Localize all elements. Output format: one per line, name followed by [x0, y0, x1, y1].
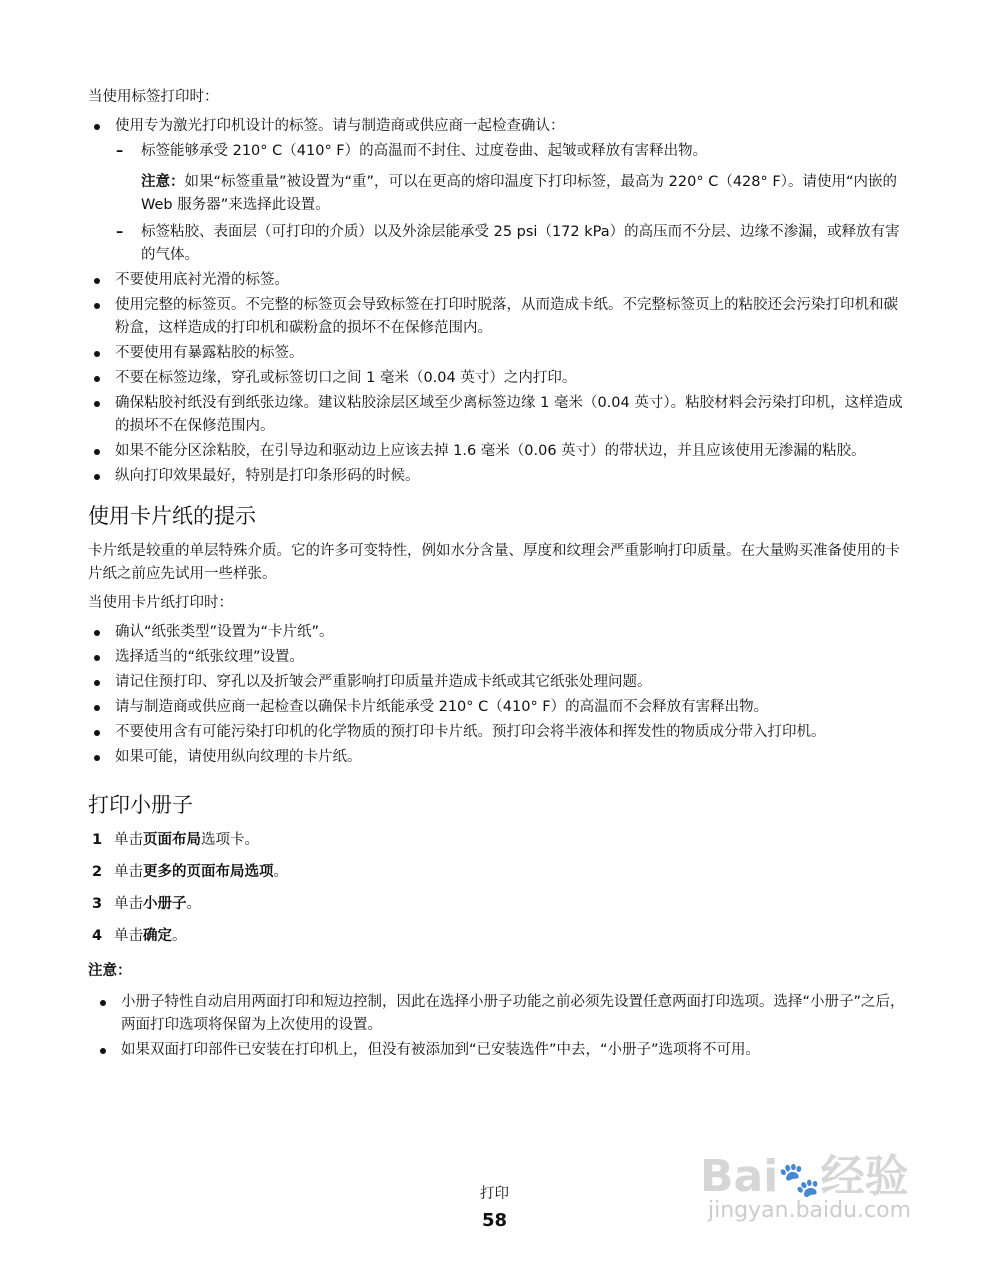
document-page [88, 86, 908, 1064]
list-item: 小册子特性自动启用两面打印和短边控制，因此在选择小册子功能之前必须先设置任意两面打印选项。选择“小册子”之后，两面打印选项将保留为上次使用的设置。 [88, 991, 908, 1037]
list-item: 不要使用有暴露粘胶的标签。 [88, 342, 908, 365]
watermark-logo: Bai🐾经验 [700, 1151, 909, 1202]
dash-text: 标签能够承受 210° C（410° F）的高温而不封住、过度卷曲、起皱或释放有害释出物。 [141, 143, 708, 159]
dash-item [88, 140, 908, 163]
cardstock-heading: 使用卡片纸的提示 [88, 504, 256, 528]
note-label: 注意： [141, 174, 185, 190]
booklet-steps [88, 829, 908, 948]
dash-icon: – [116, 143, 124, 159]
cardstock-intro: 当使用卡片纸打印时： [88, 595, 233, 611]
list-item: 纵向打印效果最好，特别是打印条形码的时候。 [88, 465, 908, 488]
step-text: 单击小册子。 [114, 896, 201, 912]
step-text: 单击页面布局选项卡。 [114, 832, 259, 848]
step-number: 1 [92, 832, 103, 848]
list-item: 请记住预打印、穿孔以及折皱会严重影响打印质量并造成卡纸或其它纸张处理问题。 [88, 671, 908, 694]
list-item: 如果双面打印部件已安装在打印机上，但没有被添加到“已安装选件”中去，“小册子”选项将不可用。 [88, 1039, 908, 1062]
list-item: 使用完整的标签页。不完整的标签页会导致标签在打印时脱落，从而造成卡纸。不完整标签页上的粘胶还会污染打印机和碳粉盒，这样造成的打印机和碳粉盒的损坏不在保修范围内。 [88, 294, 908, 340]
step-number: 4 [92, 928, 103, 944]
list-item: 确保粘胶衬纸没有到纸张边缘。建议粘胶涂层区域至少离标签边缘 1 毫米（0.04 英寸）。粘胶材料会污染打印机，这样造成的损坏不在保修范围内。 [88, 392, 908, 438]
dash-text: 标签粘胶、表面层（可打印的介质）以及外涂层能承受 25 psi（172 kPa）的高压而不分层、边缘不渗漏，或释放有害的气体。 [141, 224, 900, 263]
dash-icon: – [116, 224, 124, 240]
list-item: 选择适当的“纸张纹理”设置。 [88, 646, 908, 669]
list-item: 请与制造商或供应商一起检查以确保卡片纸能承受 210° C（410° F）的高温而不会释放有害释出物。 [88, 696, 908, 719]
step-text: 单击更多的页面布局选项。 [114, 864, 288, 880]
step [88, 893, 908, 916]
step [88, 861, 908, 884]
step [88, 925, 908, 948]
labels-intro: 当使用标签打印时： [88, 89, 219, 105]
bullet-text: 使用专为激光打印机设计的标签。请与制造商或供应商一起检查确认： [115, 118, 565, 134]
booklet-note-label: 注意： [88, 963, 132, 979]
step-text: 单击确定。 [114, 928, 187, 944]
step [88, 829, 908, 852]
list-item [88, 115, 908, 138]
step-number: 2 [92, 864, 103, 880]
cardstock-list [88, 621, 908, 769]
labels-list [88, 115, 908, 488]
note-text: 如果“标签重量”被设置为“重”，可以在更高的熔印温度下打印标签，最高为 220° C（428° F）。请使用“内嵌的 Web 服务器”来选择此设置。 [141, 174, 897, 213]
list-item: 如果不能分区涂粘胶，在引导边和驱动边上应该去掉 1.6 毫米（0.06 英寸）的带状边，并且应该使用无渗漏的粘胶。 [88, 440, 908, 463]
dash-item [88, 221, 908, 267]
list-item: 确认“纸张类型”设置为“卡片纸”。 [88, 621, 908, 644]
booklet-notes [88, 991, 908, 1062]
page-number: 58 [481, 1210, 508, 1231]
list-item: 不要使用含有可能污染打印机的化学物质的预打印卡片纸。预打印会将半液体和挥发性的物质成分带入打印机。 [88, 721, 908, 744]
step-number: 3 [92, 896, 103, 912]
list-item: 不要使用底衬光滑的标签。 [88, 269, 908, 292]
footer-section: 打印 [480, 1186, 509, 1202]
note [88, 171, 908, 217]
list-item: 如果可能，请使用纵向纹理的卡片纸。 [88, 746, 908, 769]
booklet-heading: 打印小册子 [88, 793, 193, 817]
list-item: 不要在标签边缘，穿孔或标签切口之间 1 毫米（0.04 英寸）之内打印。 [88, 367, 908, 390]
watermark-url: jingyan.baidu.com [708, 1198, 912, 1223]
cardstock-paragraph: 卡片纸是较重的单层特殊介质。它的许多可变特性，例如水分含量、厚度和纹理会严重影响打印质量。在大量购买准备使用的卡片纸之前应先试用一些样张。 [88, 543, 900, 582]
